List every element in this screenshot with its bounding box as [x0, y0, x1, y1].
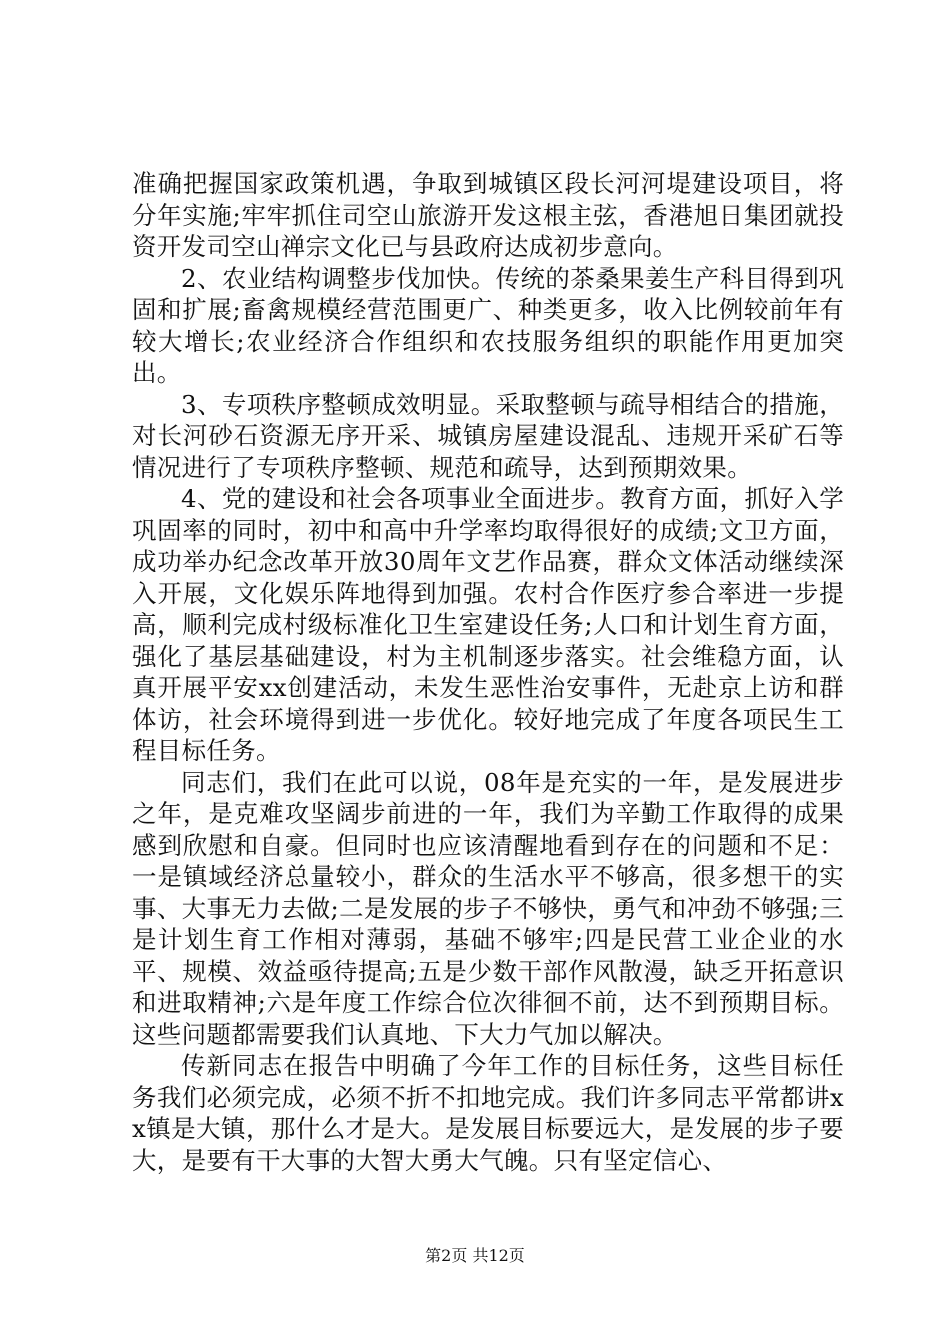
- paragraph-comrades-summary: 同志们，我们在此可以说，08年是充实的一年，是发展进步之年，是克难攻坚阔步前进的一年，我们为辛勤工作取得的成果感到欣慰和自豪。但同时也应该清醒地看到存在的问题和不足：一是镇域经济总量较小，群众的生活水平不够高，很多想干的实事、大事无力去做;二是发展的步子不够快，勇气和冲劲不够强;三是计划生育工作相对薄弱，基础不够牢;四是民营工业企业的水平、规模、效益亟待提高;五是少数干部作风散漫，缺乏开拓意识和进取精神;六是年度工作综合位次徘徊不前，达不到预期目标。这些问题都需要我们认真地、下大力气加以解决。: [132, 767, 844, 1049]
- paragraph-order-rectification: 3、专项秩序整顿成效明显。采取整顿与疏导相结合的措施，对长河砂石资源无序开采、城镇房屋建设混乱、违规开采矿石等情况进行了专项秩序整顿、规范和疏导，达到预期效果。: [132, 389, 844, 482]
- paragraph-continuation: 准确把握国家政策机遇，争取到城镇区段长河河堤建设项目，将分年实施;牢牢抓住司空山旅游开发这根主弦，香港旭日集团就投资开发司空山禅宗文化已与县政府达成初步意向。: [132, 169, 844, 261]
- paragraph-agriculture: 2、农业结构调整步伐加快。传统的茶桑果姜生产科目得到巩固和扩展;畜禽规模经营范围更广、种类更多，收入比例较前年有较大增长;农业经济合作组织和农技服务组织的职能作用更加突出。: [132, 263, 844, 387]
- body-text: [132, 168, 844, 1176]
- page-number-footer: 第2页 共12页: [425, 1246, 525, 1265]
- paragraph-goals: 传新同志在报告中明确了今年工作的目标任务，这些目标任务我们必须完成，必须不折不扣地完成。我们许多同志平常都讲xx镇是大镇，那什么才是大。是发展目标要远大，是发展的步子要大，是要有干大事的大智大勇大气魄。只有坚定信心、: [132, 1051, 844, 1175]
- paragraph-party-building: 4、党的建设和社会各项事业全面进步。教育方面，抓好入学巩固率的同时，初中和高中升学率均取得很好的成绩;文卫方面，成功举办纪念改革开放30周年文艺作品赛，群众文体活动继续深入开展，文化娱乐阵地得到加强。农村合作医疗参合率进一步提高，顺利完成村级标准化卫生室建设任务;人口和计划生育方面，强化了基层基础建设，村为主机制逐步落实。社会维稳方面，认真开展平安xx创建活动，未发生恶性治安事件，无赴京上访和群体访，社会环境得到进一步优化。较好地完成了年度各项民生工程目标任务。: [132, 484, 844, 765]
